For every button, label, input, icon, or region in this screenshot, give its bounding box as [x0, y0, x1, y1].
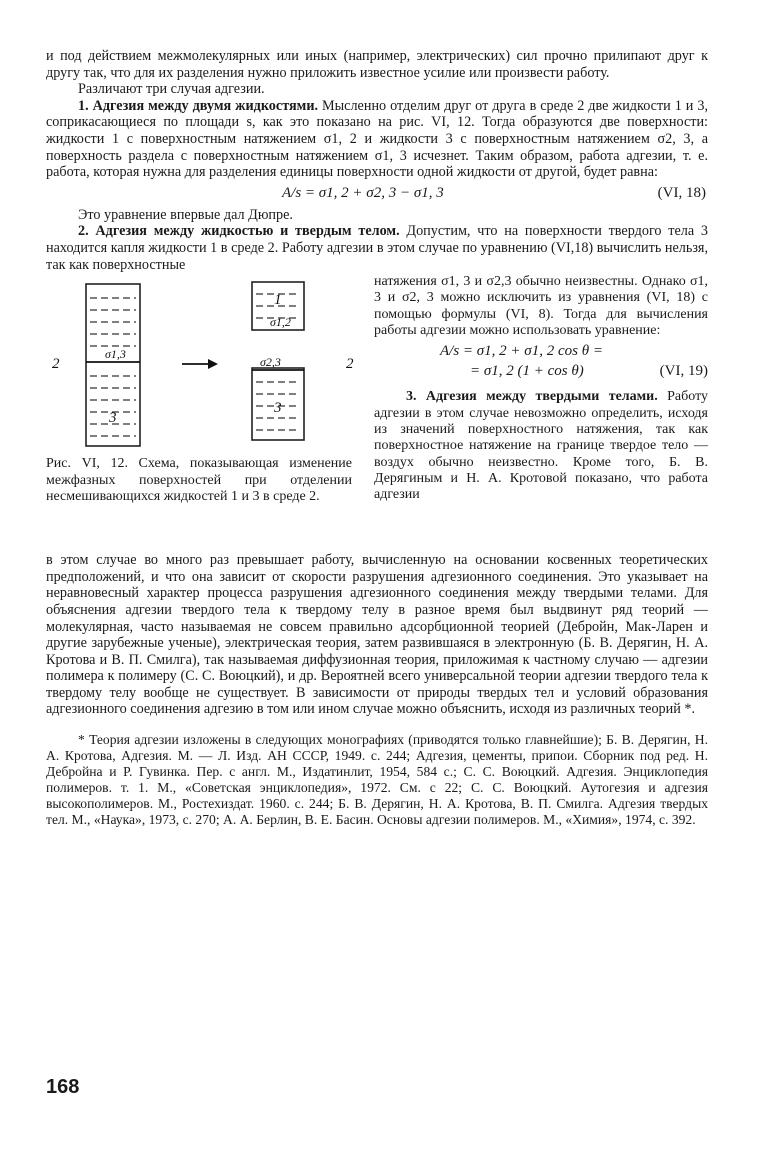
equation-vi-18: [46, 181, 708, 207]
figure-diagram: [46, 278, 364, 450]
right-column: [374, 274, 708, 503]
arrow-head-icon: [208, 359, 218, 369]
case2-paragraph: [46, 223, 708, 273]
label-medium-right: 2: [346, 356, 354, 373]
label-sigma-13: σ1,3: [105, 347, 126, 362]
label-liquid-3-right: 3: [274, 400, 282, 417]
label-liquid-3-left: 3: [109, 410, 117, 427]
case1-paragraph: [46, 98, 708, 181]
label-sigma-12: σ1,2: [270, 315, 291, 330]
case3-heading: 3. Адгезия между твердыми телами.: [406, 389, 658, 405]
page-number: 168: [46, 1076, 80, 1098]
label-medium-left: 2: [52, 356, 60, 373]
case3-right-paragraph: [374, 389, 708, 503]
page-body: [46, 48, 708, 828]
case1-after: Это уравнение впервые дал Дюпре.: [78, 206, 293, 223]
figure-block: [46, 274, 708, 552]
label-sigma-23: σ2,3: [260, 355, 281, 370]
equation-18-number: (VI, 18): [657, 184, 706, 201]
footnote: * Теория адгезии изложены в следующих монографиях (приводятся только главнейшие); Б. В. Дерягин, Н. А. Кротова, Адгезия. М. — Л. Изд. АН СССР, 1949. с. 244; Адгезия, цементы, припои. Сборник под ред. Н. Дебройна и Р. Гувинка. Пер. с англ. М., Издатинлит, 1954, 584 с.; С. С. Воюцкий. Адгезия. Энциклопедия полимеров. т. 1. М., «Советская энциклопедия», 1972. См. с 22; С. С. Воюцкий. Аутогезия и адгезия высокополимеров. М., Ростехиздат. 1960. с. 244; Б. В. Дерягин, Н. А. Кротова, В. П. Смилга. Адгезия твердых тел. М., «Наука», 1973, с. 270; А. А. Берлин, В. Е. Басин. Основы адгезии полимеров. М., «Химия», 1974, с. 392.: [46, 732, 708, 828]
case3-full-text: в этом случае во много раз превышает работу, вычисленную на основании косвенных теоретических предположений, и что она зависит от скорости разрушения адгезионного соединения. Это указывает на неравновесный характер процесса разрушения адгезионного соединения между твердыми телами. Для объяснения адгезии твердого тела к твердому телу в разное время был выдвинут ряд теорий — молекулярная, часто называемая не совсем правильно адсорбционной теорией (Дебройн, Мак-Ларен и другие зарубежные ученые), электрическая теория, затем развившаяся в электронную (Б. В. Дерягин, Н. А. Кротова и В. П. Смилга), так называемая диффузионная теория, приложимая к частному случаю — адгезии полимера к полимеру (С. С. Воюцкий), и др. Вероятней всего универсальной теории адгезии твердого тела к твердому телу вообще не существует. В зависимости от природы твердых тел и условий образования адгезионного соединения адгезию в том или ином случае можно объяснить, исходя из различных теорий *.: [46, 552, 708, 718]
intro-paragraph: и под действием межмолекулярных или иных (например, электрических) сил прочно прилипают друг к другу так, что для их разделения нужно приложить известное усилие или произвести работу.: [46, 48, 708, 81]
equation-19-line2: = σ1, 2 (1 + cos θ): [470, 363, 584, 380]
equation-19-number: (VI, 19): [659, 363, 708, 380]
case2-right-text: натяжения σ1, 3 и σ2,3 обычно неизвестны. Однако σ1, 3 и σ2, 3 можно исключить из уравнения (VI, 18) с помощью формулы (VI, 8). Тогда для вычисления работы адгезии можно использовать уравнение:: [374, 274, 708, 339]
figure-vi-12: [46, 278, 364, 450]
case2-heading: 2. Адгезия между жидкостью и твердым телом.: [78, 223, 400, 240]
case2-text: Допустим, что на поверхности твердого тела 3 находится капля жидкости 1 в среде 2. Работу адгезии в этом случае по уравнению (VI,18) вычислить нельзя, так как поверхностные: [46, 223, 709, 273]
equation-19-line1: A/s = σ1, 2 + σ1, 2 cos θ =: [440, 343, 603, 360]
case3-right-text: Работу адгезии в этом случае невозможно определить, исходя из значений поверхностного натяжения, так как поверхностное натяжение на границе твердое тело — воздух обычно неизвестно. Кроме того, Б. В. Дерягиным и Н. А. Кротовой показано, что работа адгезии: [374, 389, 708, 503]
equation-vi-19: [374, 343, 708, 383]
figure-caption: Рис. VI, 12. Схема, показывающая изменение межфазных поверхностей при отделении несмешивающихся жидкостей 1 и 3 в среде 2.: [46, 456, 352, 505]
case1-heading: 1. Адгезия между двумя жидкостями.: [78, 97, 319, 114]
cases-intro: Различают три случая адгезии.: [78, 81, 265, 98]
case1-text: Мысленно отделим друг от друга в среде 2 две жидкости 1 и 3, соприкасающиеся по площади s, как это показано на рис. VI, 12. Тогда образуются две поверхности: жидкости 1 с поверхностным натяжением σ1, 2 и жидкости 3 с поверхностным натяжением σ2, 3, а поверхность раздела с поверхностным натяжением σ1, 3 исчезнет. Таким образом, работа адгезии, т. е. работа, которая нужна для разделения единицы поверхности одной жидкости от другой, будет равна:: [46, 97, 708, 181]
label-liquid-1: 1: [274, 292, 282, 309]
equation-18-formula: A/s = σ1, 2 + σ2, 3 − σ1, 3: [282, 184, 444, 201]
